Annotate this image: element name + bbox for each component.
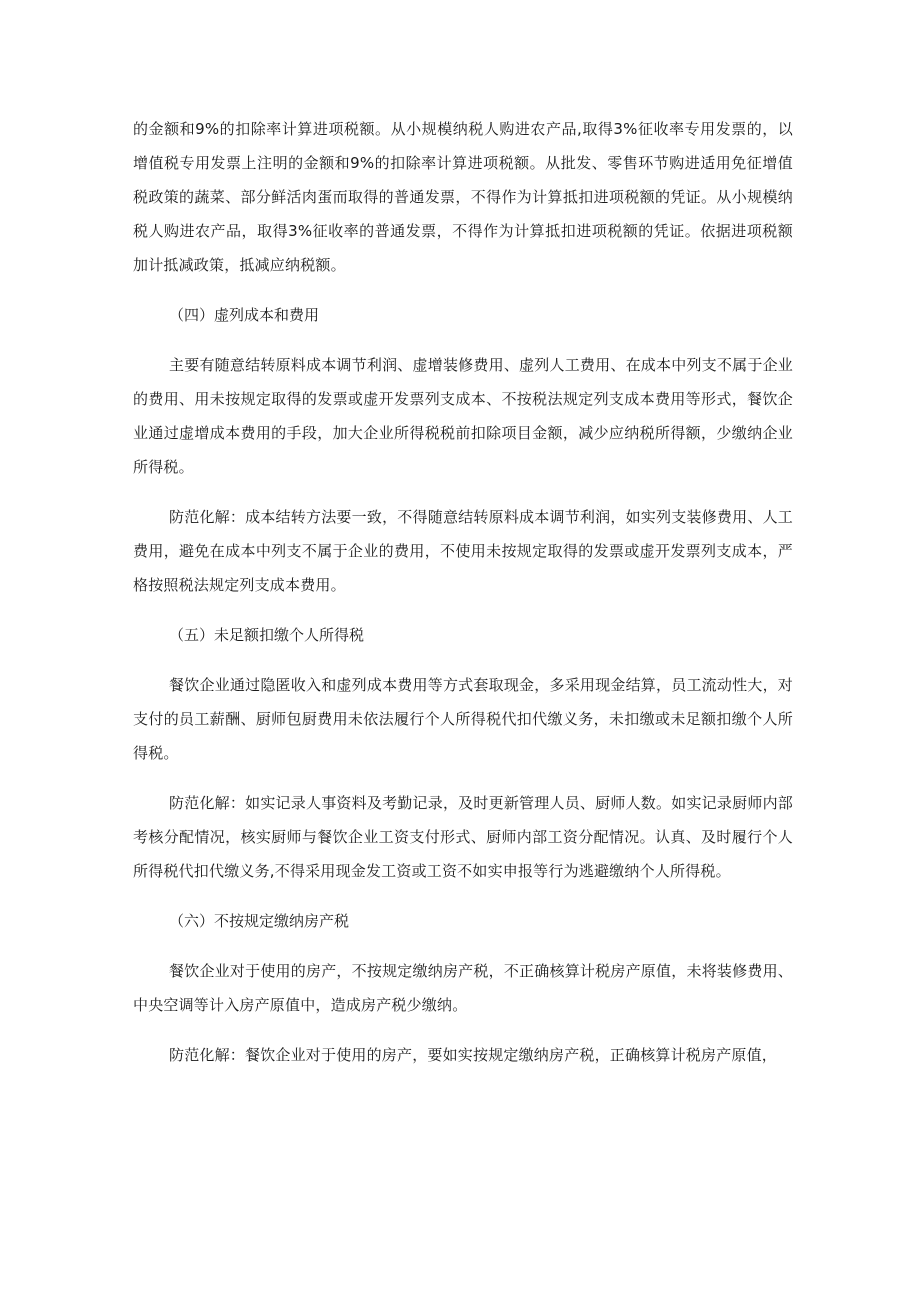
section-heading-5: （五）未足额扣缴个人所得税 xyxy=(169,626,365,644)
section-heading-4: （四）虚列成本和费用 xyxy=(169,306,320,324)
body-paragraph: 防范化解：如实记录人事资料及考勤记录，及时更新管理人员、厨师人数。如实记录厨师内部考核分配情况，核实厨师与餐饮企业工资支付形式、厨师内部工资分配情况。认真、及时履行个人所得税代扣代缴义务,不得采用现金发工资或工资不如实申报等行为逃避缴纳个人所得税。 xyxy=(133,794,793,880)
section-heading-6: （六）不按规定缴纳房产税 xyxy=(169,912,350,930)
body-paragraph: 餐饮企业通过隐匿收入和虚列成本费用等方式套取现金，多采用现金结算，员工流动性大，对支付的员工薪酬、厨师包厨费用未依法履行个人所得税代扣代缴义务，未扣缴或未足额扣缴个人所得税。 xyxy=(133,676,793,762)
body-paragraph: 的金额和9%的扣除率计算进项税额。从小规模纳税人购进农产品,取得3%征收率专用发票的，以增值税专用发票上注明的金额和9%的扣除率计算进项税额。从批发、零售环节购进适用免征增值税政策的蔬菜、部分鲜活肉蛋而取得的普通发票，不得作为计算抵扣进项税额的凭证。从小规模纳税人购进农产品，取得3%征收率的普通发票，不得作为计算抵扣进项税额的凭证。依据进项税额加计抵减政策，抵减应纳税额。 xyxy=(133,120,793,274)
body-paragraph: 主要有随意结转原料成本调节利润、虚增装修费用、虚列人工费用、在成本中列支不属于企业的费用、用未按规定取得的发票或虚开发票列支成本、不按税法规定列支成本费用等形式，餐饮企业通过虚增成本费用的手段，加大企业所得税税前扣除项目金额，减少应纳税所得额，少缴纳企业所得税。 xyxy=(133,356,793,476)
body-paragraph: 餐饮企业对于使用的房产，不按规定缴纳房产税，不正确核算计税房产原值，未将装修费用、中央空调等计入房产原值中，造成房产税少缴纳。 xyxy=(133,962,793,1014)
document-page xyxy=(133,112,793,1088)
body-paragraph: 防范化解：成本结转方法要一致，不得随意结转原料成本调节利润，如实列支装修费用、人工费用，避免在成本中列支不属于企业的费用，不使用未按规定取得的发票或虚开发票列支成本，严格按照税法规定列支成本费用。 xyxy=(133,508,793,594)
body-paragraph: 防范化解：餐饮企业对于使用的房产，要如实按规定缴纳房产税，正确核算计税房产原值， xyxy=(169,1046,778,1064)
